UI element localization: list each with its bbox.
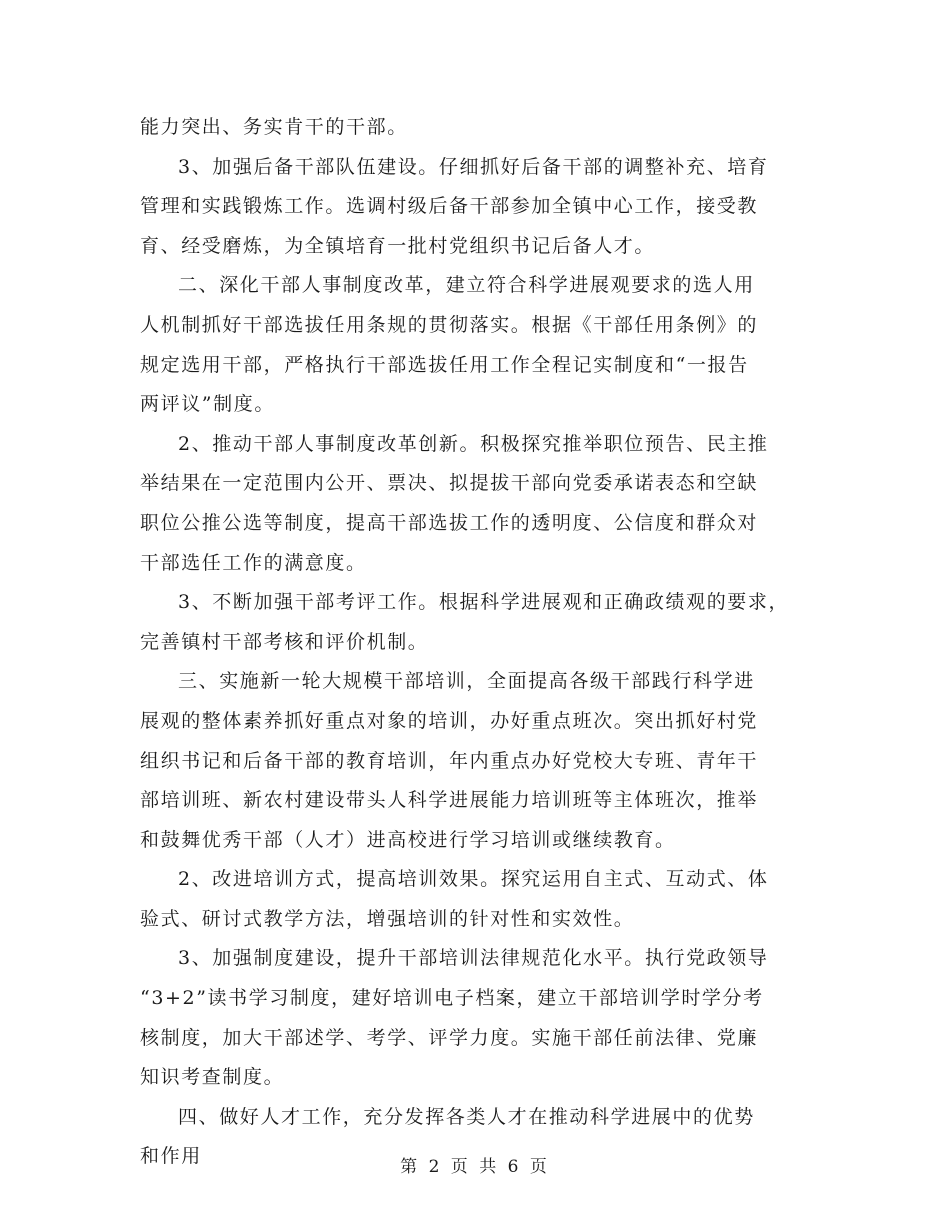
text-line: 知识考查制度。	[140, 1066, 285, 1089]
text-line: 核制度，加大干部述学、考学、评学力度。实施干部任前法律、党廉	[140, 1026, 759, 1049]
page-number-footer: 第 2 页 共 6 页	[400, 1157, 550, 1177]
text-line: 2、推动干部人事制度改革创新。积极探究推举职位预告、民主推	[178, 432, 769, 455]
paragraph	[140, 860, 800, 939]
paragraph	[140, 662, 800, 860]
text-line: “3+2”读书学习制度，建好培训电子档案，建立干部培训学时学分考	[140, 987, 764, 1010]
text-line: 举结果在一定范围内公开、票决、拟提拔干部向党委承诺表态和空缺	[140, 472, 759, 495]
paragraph	[140, 583, 800, 662]
text-line: 展观的整体素养抓好重点对象的培训，办好重点班次。突出抓好村党	[140, 709, 759, 732]
text-line: 四、做好人才工作，充分发挥各类人才在推动科学进展中的优势	[178, 1105, 755, 1128]
text-line: 3、加强后备干部队伍建设。仔细抓好后备干部的调整补充、培育	[178, 155, 769, 178]
text-line: 部培训班、新农村建设带头人科学进展能力培训班等主体班次，推举	[140, 789, 759, 812]
text-line: 完善镇村干部考核和评价机制。	[140, 630, 429, 653]
text-line: 和鼓舞优秀干部（人才）进高校进行学习培训或继续教育。	[140, 828, 676, 851]
text-line: 3、不断加强干部考评工作。根据科学进展观和正确政绩观的要求，	[178, 591, 790, 614]
text-line: 2、改进培训方式，提高培训效果。探究运用自主式、互动式、体	[178, 868, 769, 891]
paragraph	[140, 939, 800, 1097]
paragraph	[140, 425, 800, 583]
text-line: 3、加强制度建设，提升干部培训法律规范化水平。执行党政领导	[178, 947, 769, 970]
document-body	[140, 108, 800, 1177]
paragraph	[140, 148, 800, 267]
text-line: 规定选用干部，严格执行干部选拔任用工作全程记实制度和“一报告	[140, 353, 749, 376]
text-line: 干部选任工作的满意度。	[140, 551, 367, 574]
text-line: 两评议”制度。	[140, 393, 275, 416]
text-line: 职位公推公选等制度，提高干部选拔工作的透明度、公信度和群众对	[140, 511, 759, 534]
text-line: 人机制抓好干部选拔任用条规的贯彻落实。根据《干部任用条例》的	[140, 313, 759, 336]
text-line: 管理和实践锻炼工作。选调村级后备干部参加全镇中心工作，接受教	[140, 195, 759, 218]
text-line: 二、深化干部人事制度改革，建立符合科学进展观要求的选人用	[178, 274, 755, 297]
text-line: 能力突出、务实肯干的干部。	[140, 116, 408, 138]
text-line: 和作用	[140, 1145, 202, 1168]
text-line: 三、实施新一轮大规模干部培训，全面提高各级干部践行科学进	[178, 670, 755, 693]
paragraph	[140, 108, 800, 148]
text-line: 组织书记和后备干部的教育培训，年内重点办好党校大专班、青年干	[140, 749, 759, 772]
paragraph	[140, 266, 800, 424]
text-line: 验式、研讨式教学方法，增强培训的针对性和实效性。	[140, 907, 635, 930]
text-line: 育、经受磨炼，为全镇培育一批村党组织书记后备人才。	[140, 234, 656, 257]
